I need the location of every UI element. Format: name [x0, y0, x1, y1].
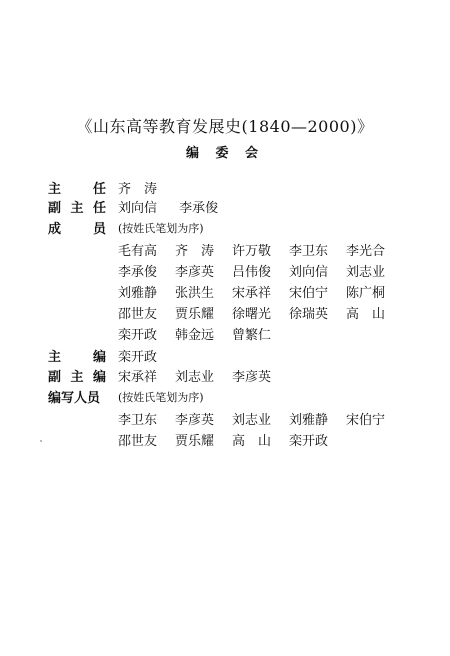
role-char: 主 [70, 201, 84, 216]
person-name: 刘志业 [175, 370, 215, 385]
role-char: 副 [48, 370, 62, 385]
editor-names [118, 346, 175, 365]
director-names [118, 178, 175, 197]
person-name: 栾开政 [289, 434, 329, 449]
scan-speck [40, 440, 42, 442]
role-director [48, 178, 106, 197]
role-deputy-director [48, 197, 106, 216]
person-name: 贾乐耀 [175, 307, 215, 322]
members-order-note: (按姓氏笔划为序) [118, 222, 204, 235]
writers-row [118, 409, 403, 428]
person-name: 宋伯宁 [346, 413, 386, 428]
person-name: 李光合 [346, 244, 386, 259]
person-name: 许万敬 [232, 244, 272, 259]
person-name: 高 山 [232, 434, 272, 449]
role-editor [48, 346, 106, 365]
person-name: 刘向信 [289, 265, 329, 280]
person-name: 栾开政 [118, 328, 158, 343]
person-name: 吕伟俊 [232, 265, 272, 280]
person-name: 陈广桐 [346, 286, 386, 301]
person-name: 刘雅静 [118, 286, 158, 301]
role-char: 员 [92, 222, 106, 237]
person-name: 李卫东 [118, 413, 158, 428]
role-char: 任 [92, 182, 106, 197]
role-deputy-editor [48, 366, 106, 385]
person-name: 邵世友 [118, 307, 158, 322]
person-name: 李彦英 [175, 265, 215, 280]
role-members [48, 218, 106, 237]
person-name: 徐曙光 [232, 307, 272, 322]
person-name: 曾繁仁 [232, 328, 272, 343]
writers-row [118, 430, 346, 449]
role-char: 主 [48, 182, 62, 197]
role-char: 任 [92, 201, 106, 216]
deputy-editor-names [118, 366, 289, 385]
person-name: 李彦英 [175, 413, 215, 428]
committee-heading: 编 委 会 [185, 146, 265, 161]
role-writers: 编写人员 [48, 391, 101, 406]
writers-order-note: (按姓氏笔划为序) [118, 391, 204, 404]
person-name: 宋伯宁 [289, 286, 329, 301]
person-name: 李承俊 [118, 265, 158, 280]
person-name: 栾开政 [118, 350, 158, 365]
role-char: 副 [48, 201, 62, 216]
person-name: 宋承祥 [118, 370, 158, 385]
person-name: 韩金远 [175, 328, 215, 343]
members-row [118, 324, 289, 343]
person-name: 徐瑞英 [289, 307, 329, 322]
person-name: 齐 涛 [175, 244, 215, 259]
person-name: 高 山 [346, 307, 386, 322]
book-title: 《山东高等教育发展史(1840—2000)》 [76, 117, 374, 136]
person-name: 贾乐耀 [175, 434, 215, 449]
members-row [118, 261, 403, 280]
person-name: 刘向信 [118, 201, 158, 216]
members-row [118, 303, 403, 322]
role-char: 编 [92, 370, 106, 385]
person-name: 宋承祥 [232, 286, 272, 301]
role-char: 主 [48, 350, 62, 365]
person-name: 毛有高 [118, 244, 158, 259]
members-row [118, 240, 403, 259]
role-char: 编 [92, 350, 106, 365]
person-name: 张洪生 [175, 286, 215, 301]
person-name: 刘雅静 [289, 413, 329, 428]
members-row [118, 282, 403, 301]
person-name: 李承俊 [179, 201, 219, 216]
role-char: 成 [48, 222, 62, 237]
deputy-director-names [118, 197, 236, 216]
person-name: 李卫东 [289, 244, 329, 259]
role-char: 主 [70, 370, 84, 385]
person-name: 李彦英 [232, 370, 272, 385]
person-name: 邵世友 [118, 434, 158, 449]
person-name: 刘志业 [232, 413, 272, 428]
person-name: 刘志业 [346, 265, 386, 280]
person-name: 齐 涛 [118, 182, 158, 197]
